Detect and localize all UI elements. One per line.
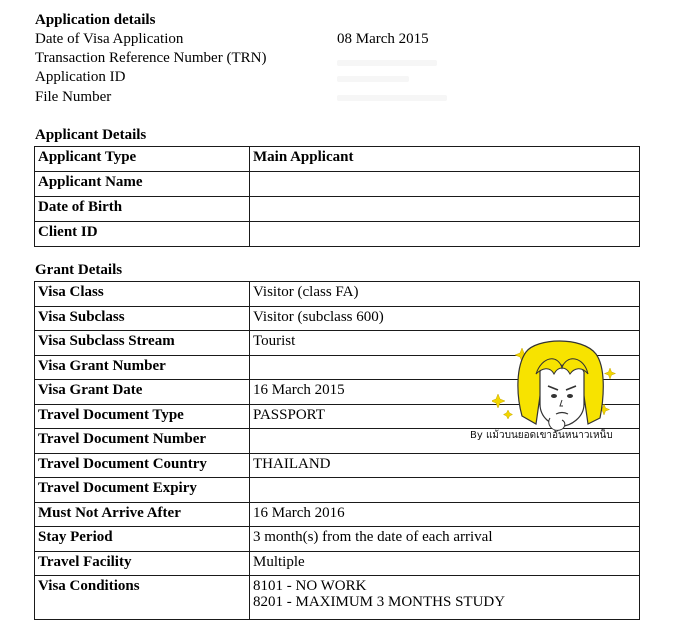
travel-document-number-label: Travel Document Number	[35, 429, 250, 454]
visa-condition-line: 8101 - NO WORK	[253, 578, 367, 594]
file-number-label: File Number	[35, 89, 112, 105]
table-row	[35, 172, 640, 197]
table-row	[35, 478, 640, 503]
date-of-birth-label: Date of Birth	[35, 197, 250, 222]
visa-grant-date-label: Visa Grant Date	[35, 380, 250, 405]
application-id-label: Application ID	[35, 69, 126, 85]
table-row	[35, 502, 640, 527]
file-number-redacted	[337, 95, 447, 101]
travel-document-type-label: Travel Document Type	[35, 404, 250, 429]
travel-document-type-value: PASSPORT	[250, 404, 640, 429]
stay-period-label: Stay Period	[35, 527, 250, 552]
visa-subclass-stream-label: Visa Subclass Stream	[35, 331, 250, 356]
visa-conditions-value	[250, 576, 640, 620]
travel-document-expiry-label: Travel Document Expiry	[35, 478, 250, 503]
applicant-name-value	[250, 172, 640, 197]
date-of-visa-application-value: 08 March 2015	[337, 31, 429, 47]
visa-class-label: Visa Class	[35, 282, 250, 307]
table-row	[35, 147, 640, 172]
visa-grant-date-value: 16 March 2015	[250, 380, 640, 405]
table-row	[35, 527, 640, 552]
date-of-visa-application-label: Date of Visa Application	[35, 31, 184, 47]
date-of-birth-value	[250, 197, 640, 222]
client-id-value	[250, 222, 640, 247]
table-row	[35, 576, 640, 620]
visa-subclass-value: Visitor (subclass 600)	[250, 306, 640, 331]
stay-period-value: 3 month(s) from the date of each arrival	[250, 527, 640, 552]
grant-details-table	[34, 281, 640, 620]
must-not-arrive-after-label: Must Not Arrive After	[35, 502, 250, 527]
visa-subclass-stream-value: Tourist	[250, 331, 640, 356]
table-row	[35, 306, 640, 331]
table-row	[35, 282, 640, 307]
travel-document-country-value: THAILAND	[250, 453, 640, 478]
table-row	[35, 197, 640, 222]
must-not-arrive-after-value: 16 March 2016	[250, 502, 640, 527]
visa-grant-number-label: Visa Grant Number	[35, 355, 250, 380]
cartoon-girl-sticker-icon	[492, 338, 620, 434]
trn-label: Transaction Reference Number (TRN)	[35, 50, 267, 66]
visa-subclass-label: Visa Subclass	[35, 306, 250, 331]
travel-document-country-label: Travel Document Country	[35, 453, 250, 478]
visa-conditions-label: Visa Conditions	[35, 576, 250, 620]
visa-class-value: Visitor (class FA)	[250, 282, 640, 307]
trn-redacted	[337, 60, 437, 66]
travel-document-expiry-value	[250, 478, 640, 503]
applicant-details-table	[34, 146, 640, 247]
travel-facility-label: Travel Facility	[35, 551, 250, 576]
applicant-name-label: Applicant Name	[35, 172, 250, 197]
author-watermark-text: By แม้วบนยอดเขาอันหนาวเหน็บ	[470, 430, 613, 441]
visa-condition-line: 8201 - MAXIMUM 3 MONTHS STUDY	[253, 594, 506, 610]
table-row	[35, 551, 640, 576]
applicant-details-heading: Applicant Details	[35, 127, 147, 143]
application-details-heading: Application details	[35, 12, 156, 28]
grant-details-heading: Grant Details	[35, 262, 123, 278]
travel-facility-value: Multiple	[250, 551, 640, 576]
applicant-type-value: Main Applicant	[250, 147, 640, 172]
table-row	[35, 222, 640, 247]
client-id-label: Client ID	[35, 222, 250, 247]
applicant-type-label: Applicant Type	[35, 147, 250, 172]
table-row	[35, 453, 640, 478]
application-id-redacted	[337, 76, 409, 82]
